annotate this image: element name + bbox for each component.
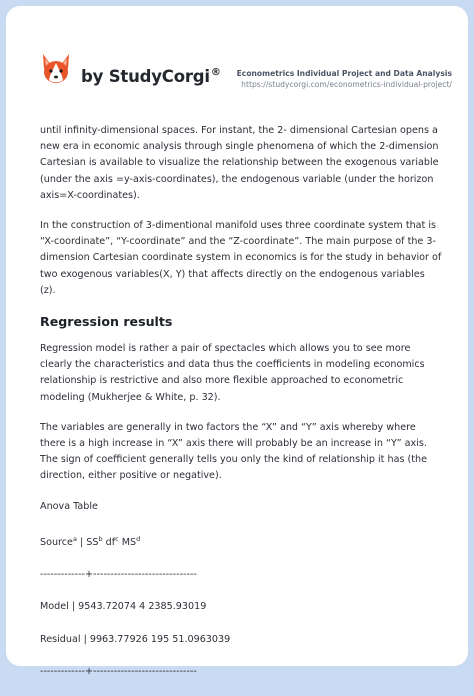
paragraph-variables: The variables are generally in two factors the “X” and “Y” axis whereby where there is a high increase in “X” axis there will probably be an increase in “Y” axis. The sign of coefficient generally tells you only the kind of relationship it has (the direction, either positive or negative). (40, 421, 427, 482)
footnote-a: a (72, 534, 77, 543)
anova-residual-row: Residual | 9963.77926 195 51.0963039 (40, 633, 231, 645)
corgi-logo-icon (39, 52, 73, 86)
paragraph-cartesian-3d: In the construction of 3-dimentional manifold uses three coordinate system that is “X-coordinate”, “Y-coordinate” and the “Z-coordinate”. The main purpose of the 3-dimension Cartesian coordinate system in economics is for the study in behavior of two exogenous variables(X, Y) that affects directly on the endogenous variables (z). (40, 220, 442, 296)
anova-divider: -------------+------------------------------ (40, 665, 197, 677)
paragraph-cartesian-2d: until infinity-dimensional spaces. For instant, the 2- dimensional Cartesian opens a new era in economic analysis through single phenomena of which the 2-dimension Cartesian is available to visualize the relationship between the exogenous variable (under the axis =y-axis-coordinates), the endogenous variable (under the horizon axis=X-coordinates). (40, 125, 439, 201)
document-url[interactable]: https://studycorgi.com/econometrics-individual-project/ (241, 80, 452, 89)
document-page (6, 6, 468, 677)
document-body (40, 123, 442, 696)
anova-divider: -------------+------------------------------ (40, 569, 197, 581)
brand-logo-text[interactable] (81, 67, 221, 86)
page-header (6, 6, 468, 106)
anova-title: Anova Table (40, 500, 98, 512)
section-heading-regression: Regression results (40, 314, 173, 330)
paragraph-regression-model: Regression model is rather a pair of spectacles which allows you to see more clearly the characteristics and data thus the coefficients in modeling economics relationship is restrictive and also more flexible approached to econometric modeling (Mukherjee & White, p. 32). (40, 343, 425, 403)
anova-col-ms: MS (118, 537, 137, 549)
document-title: Econometrics Individual Project and Data Analysis (236, 69, 452, 78)
footnote-b: b (98, 534, 103, 543)
registered-mark: ® (210, 67, 221, 78)
anova-col-ss: | SS (76, 537, 99, 549)
brand-name: StudyCorgi (108, 67, 210, 86)
anova-model-row: Model | 9543.72074 4 2385.93019 (40, 601, 207, 613)
anova-header-row (40, 531, 442, 551)
anova-col-df: df (102, 537, 116, 549)
footnote-c: c (115, 534, 119, 543)
brand-prefix: by (81, 67, 109, 86)
footnote-d: d (136, 534, 141, 543)
anova-col-source: Source (40, 537, 73, 549)
document-info (237, 68, 452, 90)
